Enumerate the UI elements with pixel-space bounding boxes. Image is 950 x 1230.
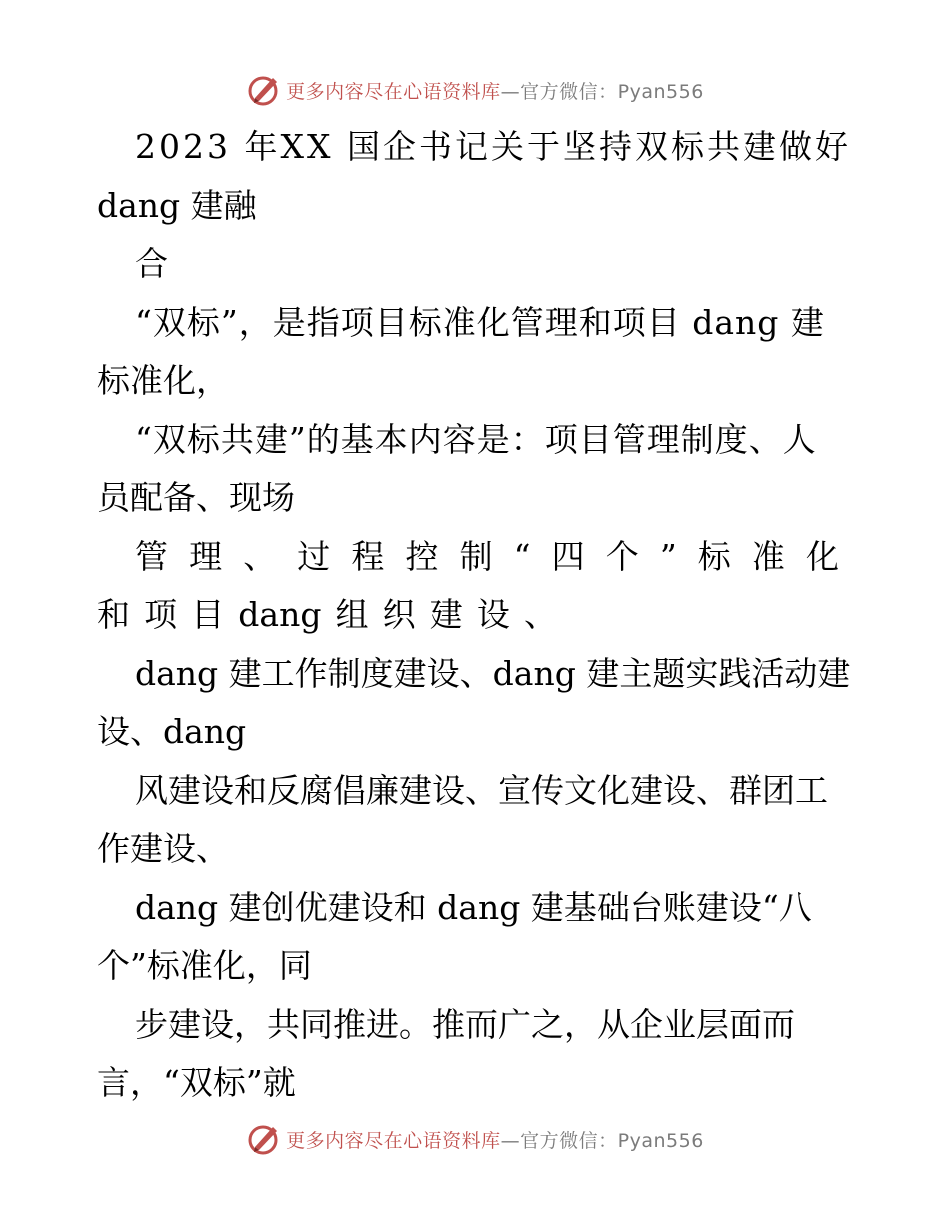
watermark-contact: —官方微信：Pyan556 <box>500 1129 704 1152</box>
pen-logo-icon <box>246 1121 282 1157</box>
watermark-highlight: 更多内容尽在心语资料库 <box>286 80 501 103</box>
text-line: 言，“双标”就 <box>97 1063 296 1102</box>
text-char: 管 <box>135 536 168 576</box>
text-char: 制 <box>459 536 493 576</box>
text-char: 、 <box>243 536 277 576</box>
text-char: 程 <box>351 536 385 576</box>
text-line: 2023 年XX 国企书记关于坚持双标共建做好 <box>135 127 851 166</box>
text-char: 设 <box>476 595 510 634</box>
text-line: dang 建工作制度建设、dang 建主题实践活动建 <box>135 653 851 693</box>
text-line: 作建设、 <box>97 829 229 868</box>
text-char: 标 <box>697 536 731 576</box>
text-char: 控 <box>405 536 439 576</box>
text-char: 四 <box>551 536 585 576</box>
text-line: 合 <box>135 244 168 283</box>
text-line: “双标”，是指项目标准化管理和项目 dang 建 <box>135 302 825 342</box>
text-char: 个 <box>605 536 639 576</box>
text-line-justified <box>97 528 857 587</box>
text-char: 化 <box>805 536 839 576</box>
text-line: 步建设，共同推进。推而广之，从企业层面而 <box>135 1004 795 1044</box>
text-line: 风建设和反腐倡廉建设、宣传文化建设、群团工 <box>135 770 828 810</box>
text-line: 个”标准化，同 <box>97 946 312 985</box>
text-char: 准 <box>751 536 785 576</box>
text-line: 设、dang <box>97 712 247 751</box>
text-char: 、 <box>523 595 557 634</box>
text-char: 织 <box>382 595 416 634</box>
text-line: 员配备、现场 <box>97 478 295 517</box>
watermark-highlight: 更多内容尽在心语资料库 <box>286 1129 501 1152</box>
pen-logo-icon <box>246 72 282 108</box>
text-char: 组 <box>335 595 369 634</box>
text-line: 标准化， <box>97 361 229 400</box>
document-body <box>97 118 857 1113</box>
watermark-banner-bottom <box>0 1117 950 1161</box>
text-char: 理 <box>189 536 223 576</box>
text-char: 和 <box>97 595 130 634</box>
text-char: dang <box>238 595 322 634</box>
watermark-banner-top <box>0 68 950 112</box>
text-line: dang 建创优建设和 dang 建基础台账建设“八 <box>135 887 812 927</box>
text-char: 建 <box>429 595 463 634</box>
text-char: ” <box>659 536 677 576</box>
text-line-justified <box>97 586 557 645</box>
text-char: 项 <box>144 595 178 634</box>
text-char: “ <box>513 536 531 576</box>
text-char: 目 <box>191 595 225 634</box>
text-char: 过 <box>297 536 331 576</box>
watermark-contact: —官方微信：Pyan556 <box>500 80 704 103</box>
text-line: “双标共建”的基本内容是：项目管理制度、人 <box>135 419 817 459</box>
text-line: dang 建融 <box>97 185 257 225</box>
